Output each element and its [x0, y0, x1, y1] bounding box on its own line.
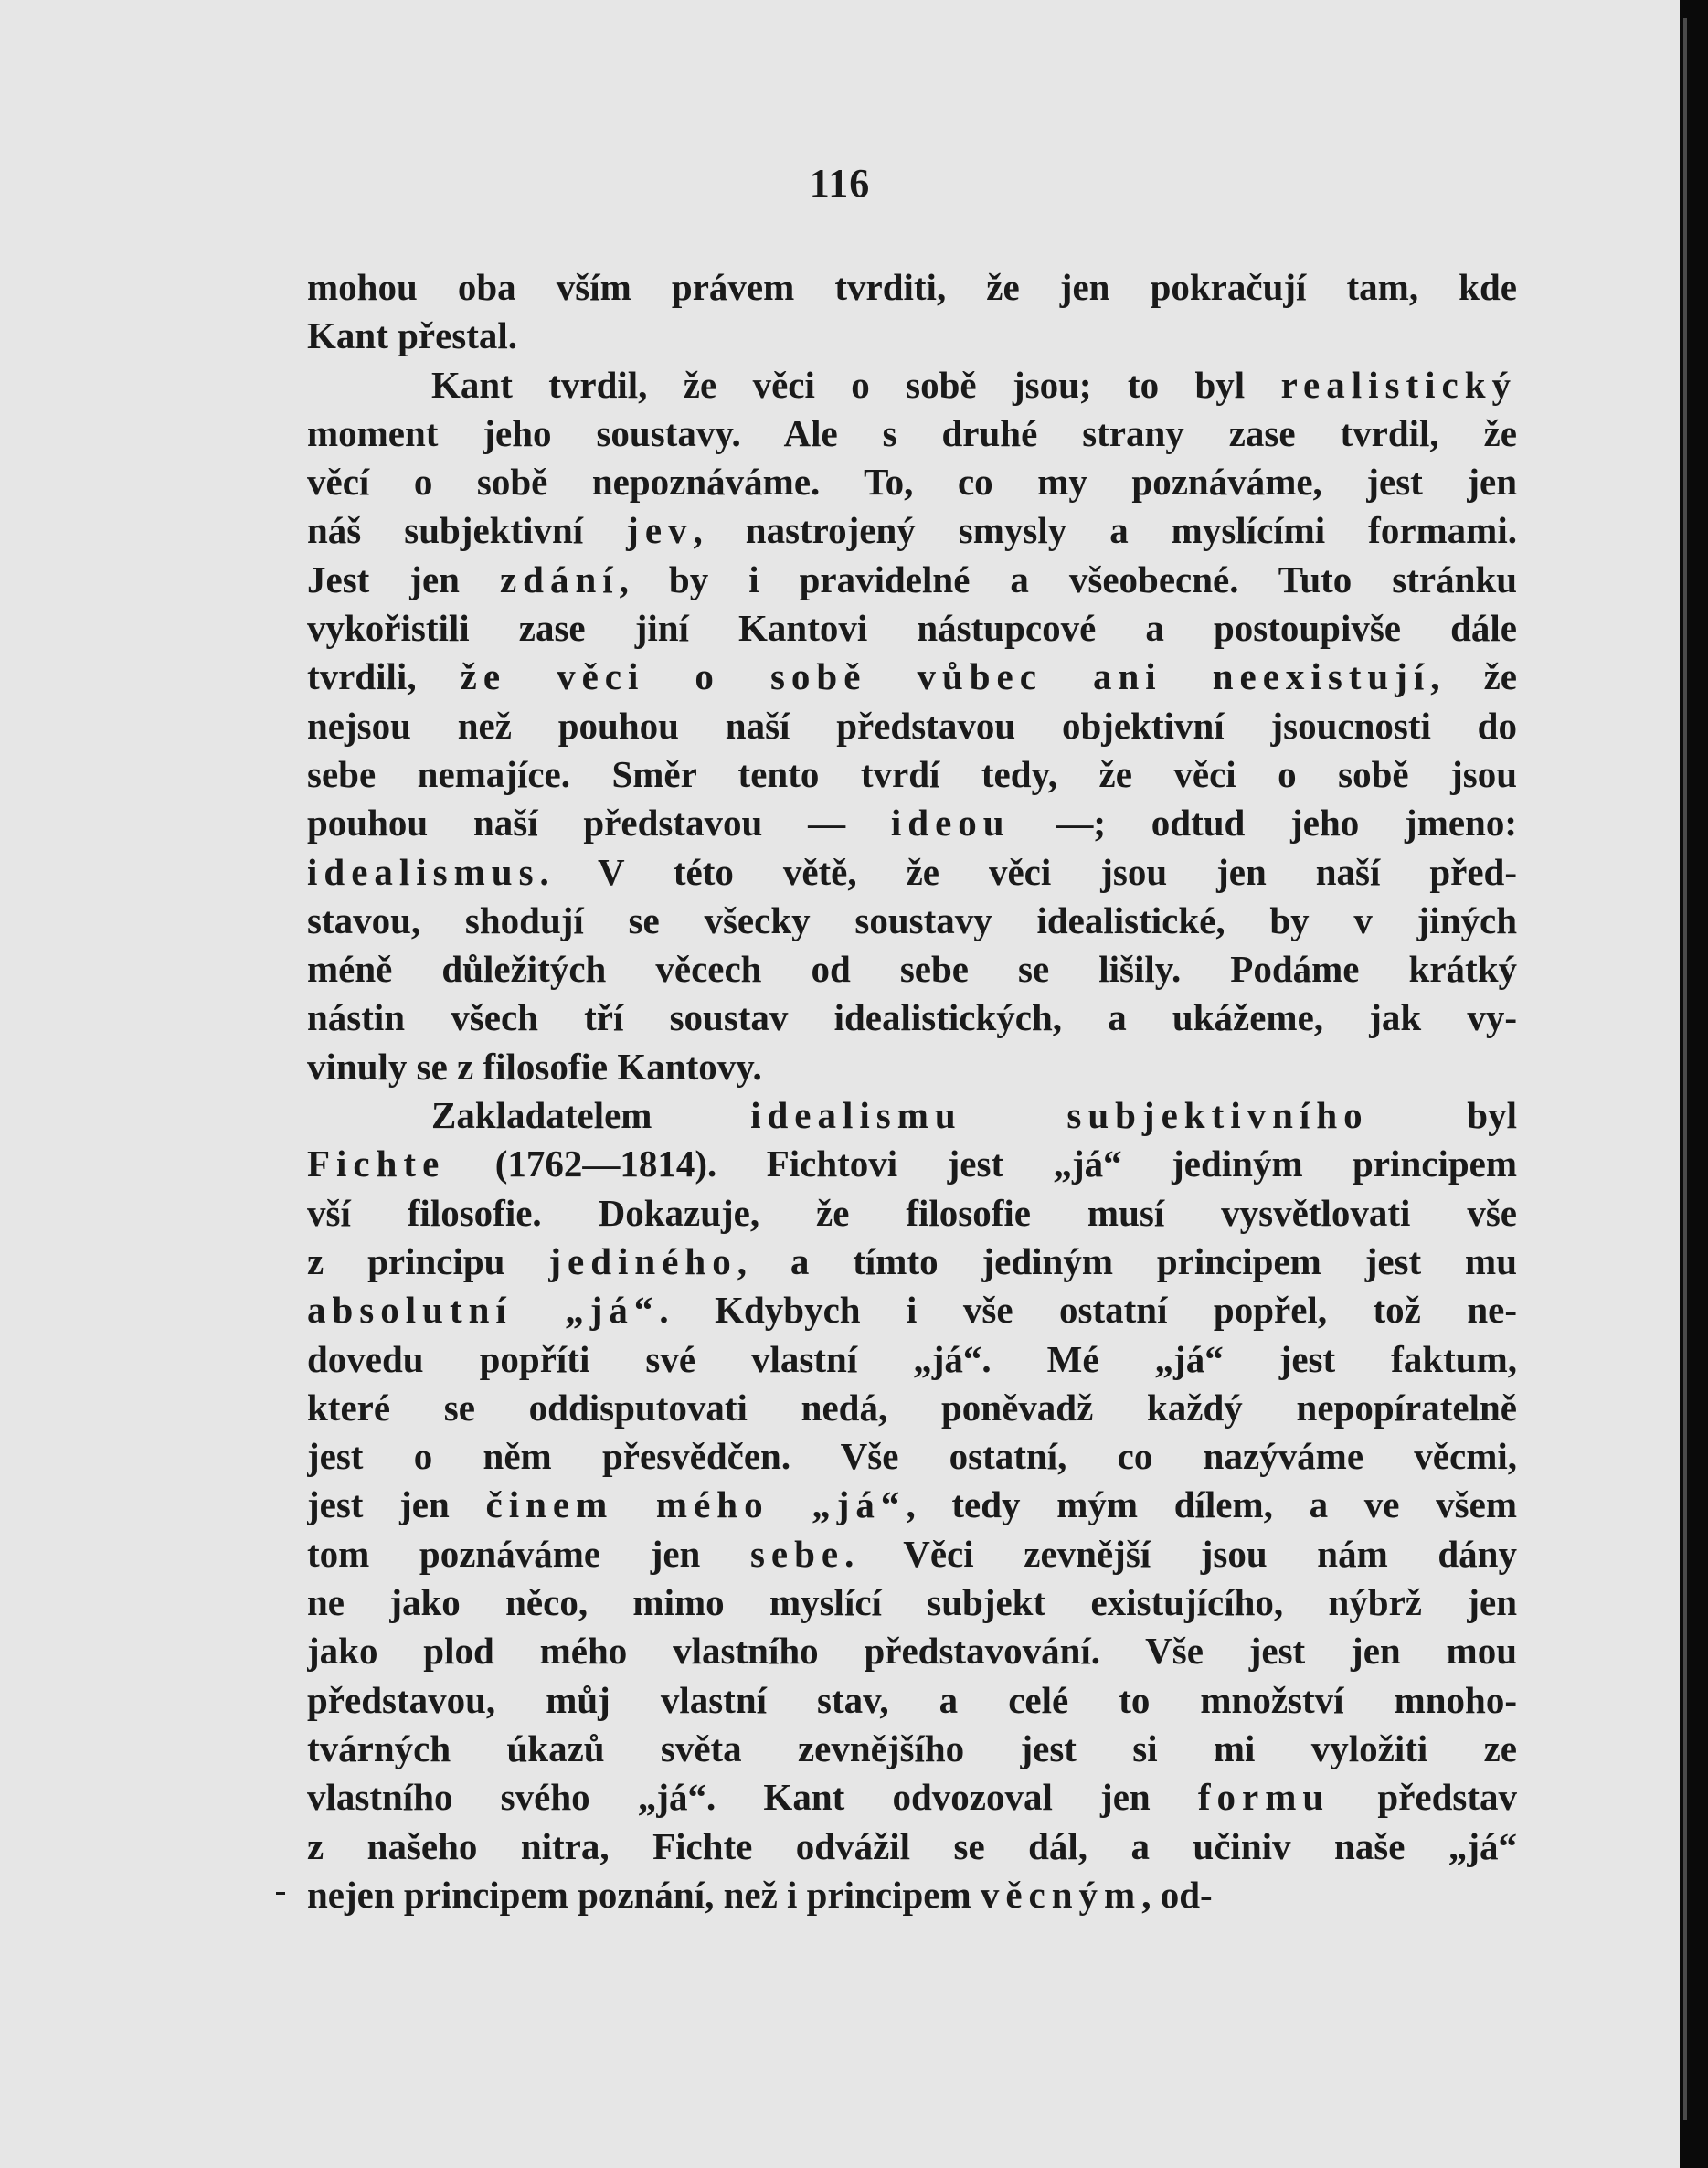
text-run: , a tímto jediným principem jest mu [737, 1239, 1517, 1282]
text-line [307, 1627, 1517, 1675]
text-line [307, 604, 1517, 653]
text-line [307, 1725, 1517, 1773]
text-run: z principu [307, 1239, 549, 1282]
text-run: jest jen [307, 1483, 486, 1526]
text-run: Kant přestal. [307, 314, 518, 357]
text-line [307, 312, 1517, 360]
text-run: představou, můj vlastní stav, a celé to množství mnoho- [307, 1678, 1517, 1721]
spaced-emphasis: jediného [548, 1239, 737, 1282]
text-line [307, 994, 1517, 1042]
edge-line [1683, 18, 1687, 2120]
text-run: , že [1430, 655, 1517, 698]
spaced-emphasis: věcným [980, 1873, 1142, 1916]
text-run: stavou, shodují se všecky soustavy idealistické, by v jiných [307, 898, 1517, 941]
text-run: tvárných úkazů světa zevnějšího jest si mi vyložiti ze [307, 1727, 1517, 1769]
text-line [307, 1140, 1517, 1188]
text-line [307, 945, 1517, 994]
text-run: mohou oba vším právem tvrditi, že jen pokračují tam, kde [307, 266, 1517, 308]
text-line [307, 1578, 1517, 1627]
page-number: 116 [809, 161, 871, 206]
text-line [307, 263, 1517, 312]
text-run: , od- [1141, 1873, 1213, 1916]
text-run: pouhou naší představou — [307, 802, 891, 845]
text-line [307, 1238, 1517, 1286]
text-run: jest o něm přesvědčen. Vše ostatní, co nazýváme věcmi, [307, 1435, 1517, 1478]
spaced-emphasis: činem mého „já“ [485, 1483, 907, 1526]
spaced-emphasis: absolutní „já“ [307, 1289, 660, 1332]
spaced-emphasis: že věci o sobě vůbec ani neexistují [460, 655, 1431, 698]
text-run: Kant tvrdil, že věci o sobě jsou; to byl [431, 363, 1281, 406]
text-run: vykořistili zase jiní Kantovi nástupcové a postoupivše dále [307, 607, 1517, 650]
text-run: vlastního svého „já“. Kant odvozoval jen [307, 1776, 1198, 1819]
text-line [307, 799, 1517, 847]
spaced-emphasis: zdání [499, 558, 620, 600]
text-run: Zakladatelem [431, 1094, 751, 1137]
spaced-emphasis: idealismus [307, 850, 540, 893]
text-run: ne jako něco, mimo myslící subjekt existujícího, nýbrž jen [307, 1581, 1517, 1624]
text-line [307, 1530, 1517, 1578]
text-run: méně důležitých věcech od sebe se lišily. Podáme krátký [307, 948, 1517, 991]
text-line [307, 848, 1517, 897]
text-line [307, 1091, 1517, 1140]
text-line [307, 1286, 1517, 1334]
text-run: tvrdili, [307, 655, 461, 698]
text-run: (1762—1814). Fichtovi jest „já“ jediným principem [445, 1142, 1517, 1185]
page-edge [1680, 0, 1708, 2168]
text-line [307, 409, 1517, 458]
text-run: náš subjektivní [307, 509, 627, 552]
spaced-emphasis: sebe [749, 1532, 845, 1575]
text-run: věcí o sobě nepoznáváme. To, co my poznáváme, jest jen [307, 461, 1517, 504]
text-run: vinuly se z filosofie Kantovy. [307, 1045, 762, 1088]
text-line [307, 1335, 1517, 1384]
text-run: . Věci zevnější jsou nám dány [844, 1532, 1517, 1575]
text-run: dovedu popříti své vlastní „já“. Mé „já“ jest faktum, [307, 1337, 1517, 1380]
text-run: vší filosofie. Dokazuje, že filosofie musí vysvětlovati vše [307, 1191, 1517, 1234]
text-run: . Kdybych i vše ostatní popřel, tož ne- [659, 1289, 1517, 1332]
spaced-emphasis: jev [626, 509, 694, 552]
text-line [307, 1189, 1517, 1238]
text-line [307, 1823, 1517, 1871]
text-run: tom poznáváme jen [307, 1532, 750, 1575]
text-line [307, 1432, 1517, 1481]
text-run: , tedy mým dílem, a ve všem [906, 1483, 1517, 1526]
text-run: byl [1368, 1094, 1517, 1137]
text-line [307, 897, 1517, 945]
text-line [307, 1871, 1517, 1919]
text-line [307, 702, 1517, 750]
body-text [307, 263, 1517, 1919]
margin-mark [276, 1892, 285, 1895]
text-run: nejen principem poznání, než i principem [307, 1873, 981, 1916]
text-line [307, 1043, 1517, 1091]
spaced-emphasis: Fichte [307, 1142, 446, 1185]
text-run: moment jeho soustavy. Ale s druhé strany zase tvrdil, že [307, 411, 1517, 454]
text-line [307, 1773, 1517, 1822]
text-run: nástin všech tří soustav idealistických, a ukážeme, jak vy- [307, 996, 1517, 1039]
text-run: které se oddisputovati nedá, poněvadž každý nepopíratelně [307, 1386, 1517, 1429]
text-run: jako plod mého vlastního představování. Vše jest jen mou [307, 1630, 1517, 1673]
text-line [307, 653, 1517, 701]
text-run: —; odtud jeho jmeno: [1010, 802, 1517, 845]
text-line [307, 750, 1517, 799]
text-run: z našeho nitra, Fichte odvážil se dál, a učiniv naše „já“ [307, 1824, 1517, 1867]
text-run: sebe nemajíce. Směr tento tvrdí tedy, že věci o sobě jsou [307, 752, 1517, 795]
text-run: nejsou než pouhou naší představou objektivní jsoucnosti do [307, 704, 1517, 747]
spaced-emphasis: ideou [890, 802, 1011, 845]
spaced-emphasis: formu [1197, 1776, 1331, 1819]
spaced-emphasis: realistický [1280, 363, 1517, 406]
text-line [307, 556, 1517, 604]
text-line [307, 361, 1517, 409]
text-line [307, 1384, 1517, 1432]
text-line [307, 1676, 1517, 1725]
spaced-emphasis: idealismu subjektivního [750, 1094, 1369, 1137]
text-line [307, 1481, 1517, 1529]
text-line [307, 506, 1517, 555]
text-run: , by i pravidelné a všeobecné. Tuto stránku [619, 558, 1517, 600]
text-run: , nastrojený smysly a myslícími formami. [693, 509, 1517, 552]
text-run: Jest jen [307, 558, 500, 600]
text-run: . V této větě, že věci jsou jen naší před- [539, 850, 1517, 893]
text-run: představ [1330, 1776, 1517, 1819]
text-line [307, 458, 1517, 506]
